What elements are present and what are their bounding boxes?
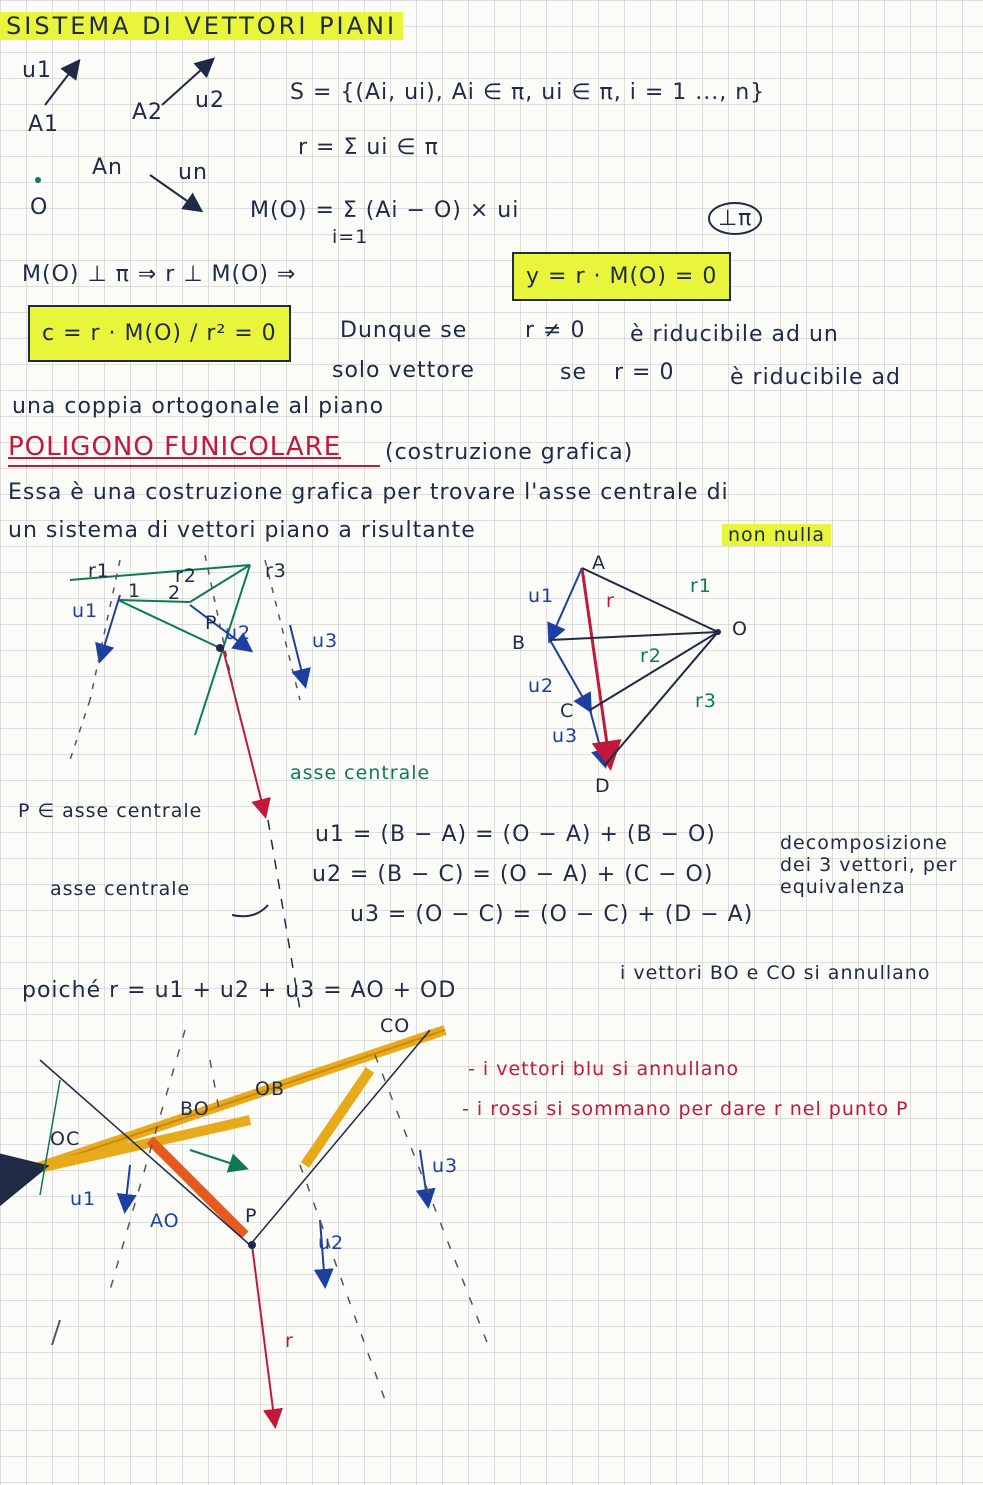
cancel-note: i vettori BO e CO si annullano (620, 962, 931, 984)
decomp-eq-1: u1 = (B − A) = (O − A) + (B − O) (315, 822, 716, 847)
r-neq-zero: r ≠ 0 (525, 318, 586, 343)
since-formula: poiché r = u1 + u2 + u3 = AO + OD (22, 978, 457, 1003)
label-r1: r1 (88, 560, 110, 582)
note-blue-cancel: - i vettori blu si annullano (468, 1058, 740, 1080)
invariant-box: y = r · M(O) = 0 (512, 252, 731, 301)
label-u2-poly: u2 (225, 622, 252, 644)
label-p-poly: P (205, 612, 218, 634)
label-u1: u1 (22, 58, 52, 83)
label-num1: 1 (128, 580, 142, 602)
label-u3-bottom: u3 (432, 1155, 459, 1177)
resultant-formula: r = Σ ui ∈ π (298, 135, 439, 160)
label-u1-bottom: u1 (70, 1188, 97, 1210)
moment-index: i=1 (332, 226, 369, 248)
single-vector-text: solo vettore (332, 358, 475, 383)
label-ob: OB (255, 1078, 285, 1100)
label-co: CO (380, 1015, 411, 1037)
label-un: un (178, 160, 208, 185)
p-in-axis-text: P ∈ asse centrale (18, 800, 203, 822)
label-u2: u2 (195, 88, 225, 113)
note-red-sum: - i rossi si sommano per dare r nel punto P (462, 1098, 909, 1120)
non-null-text: non nulla (722, 524, 831, 546)
decomp-eq-3: u3 = (O − C) = (O − C) + (D − A) (350, 902, 754, 927)
polygon-description-1: Essa è una costruzione grafica per trovare l'asse centrale di (8, 480, 729, 505)
polygon-heading-note: (costruzione grafica) (385, 440, 634, 465)
perpendicular-symbol: ⊥π (708, 202, 762, 235)
label-bo: BO (180, 1098, 210, 1120)
label-u3-force: u3 (552, 725, 579, 747)
central-axis-label: asse centrale (290, 762, 431, 784)
label-o: O (30, 195, 49, 220)
label-point-o: O (732, 618, 748, 640)
axis-pointer (232, 905, 268, 916)
moment-formula: M(O) = Σ (Ai − O) × ui (250, 198, 520, 223)
label-a2: A2 (132, 100, 164, 125)
funicular-polygon (70, 555, 305, 815)
label-r1-force: r1 (690, 575, 712, 597)
label-u1-poly: u1 (72, 600, 99, 622)
label-resultant: r (606, 590, 615, 612)
label-r3-force: r3 (695, 690, 717, 712)
polygon-description-2: un sistema di vettori piano a risultante (8, 518, 476, 543)
label-p-bottom: P (245, 1205, 258, 1227)
label-u2-bottom: u2 (318, 1232, 345, 1254)
implication-formula: M(O) ⊥ π ⇒ r ⊥ M(O) ⇒ (22, 262, 297, 287)
label-r2-force: r2 (640, 645, 662, 667)
label-a1: A1 (28, 112, 60, 137)
vector-un (150, 175, 200, 210)
label-r-bottom: r (285, 1330, 294, 1352)
reducible-one-text: è riducibile ad un (630, 322, 839, 347)
label-oc: OC (50, 1128, 81, 1150)
decomp-eq-2: u2 = (B − C) = (O − A) + (C − O) (312, 862, 714, 887)
label-an: An (92, 155, 123, 180)
label-r2: r2 (175, 565, 197, 587)
vector-u1 (45, 62, 78, 105)
vector-u2 (162, 60, 212, 105)
reducible-two-text: è riducibile ad (730, 365, 901, 390)
axis-label-text: asse centrale (50, 878, 191, 900)
label-point-c: C (560, 700, 575, 722)
then-if-text: Dunque se (340, 318, 468, 343)
label-num2: 2 (168, 582, 182, 604)
label-point-d: D (595, 775, 611, 797)
center-formula-box: c = r · M(O) / r² = 0 (28, 305, 291, 362)
r-eq-zero: r = 0 (614, 360, 675, 385)
label-point-b: B (512, 632, 527, 654)
set-definition: S = {(Ai, ui), Ai ∈ π, ui ∈ π, i = 1 ..., n} (290, 80, 766, 105)
point-o (35, 177, 41, 183)
label-u3-poly: u3 (312, 630, 339, 652)
label-u1-force: u1 (528, 585, 555, 607)
couple-text: una coppia ortogonale al piano (12, 394, 385, 419)
label-ao: AO (150, 1210, 180, 1232)
label-point-a: A (592, 552, 606, 574)
label-u2-force: u2 (528, 675, 555, 697)
if-word: se (560, 360, 587, 385)
label-r3: r3 (265, 560, 287, 582)
page-title: SISTEMA DI VETTORI PIANI (0, 12, 403, 40)
polygon-heading: POLIGONO FUNICOLARE (8, 432, 342, 462)
decomposition-note: decomposizione dei 3 vettori, per equivalenza (780, 832, 958, 898)
